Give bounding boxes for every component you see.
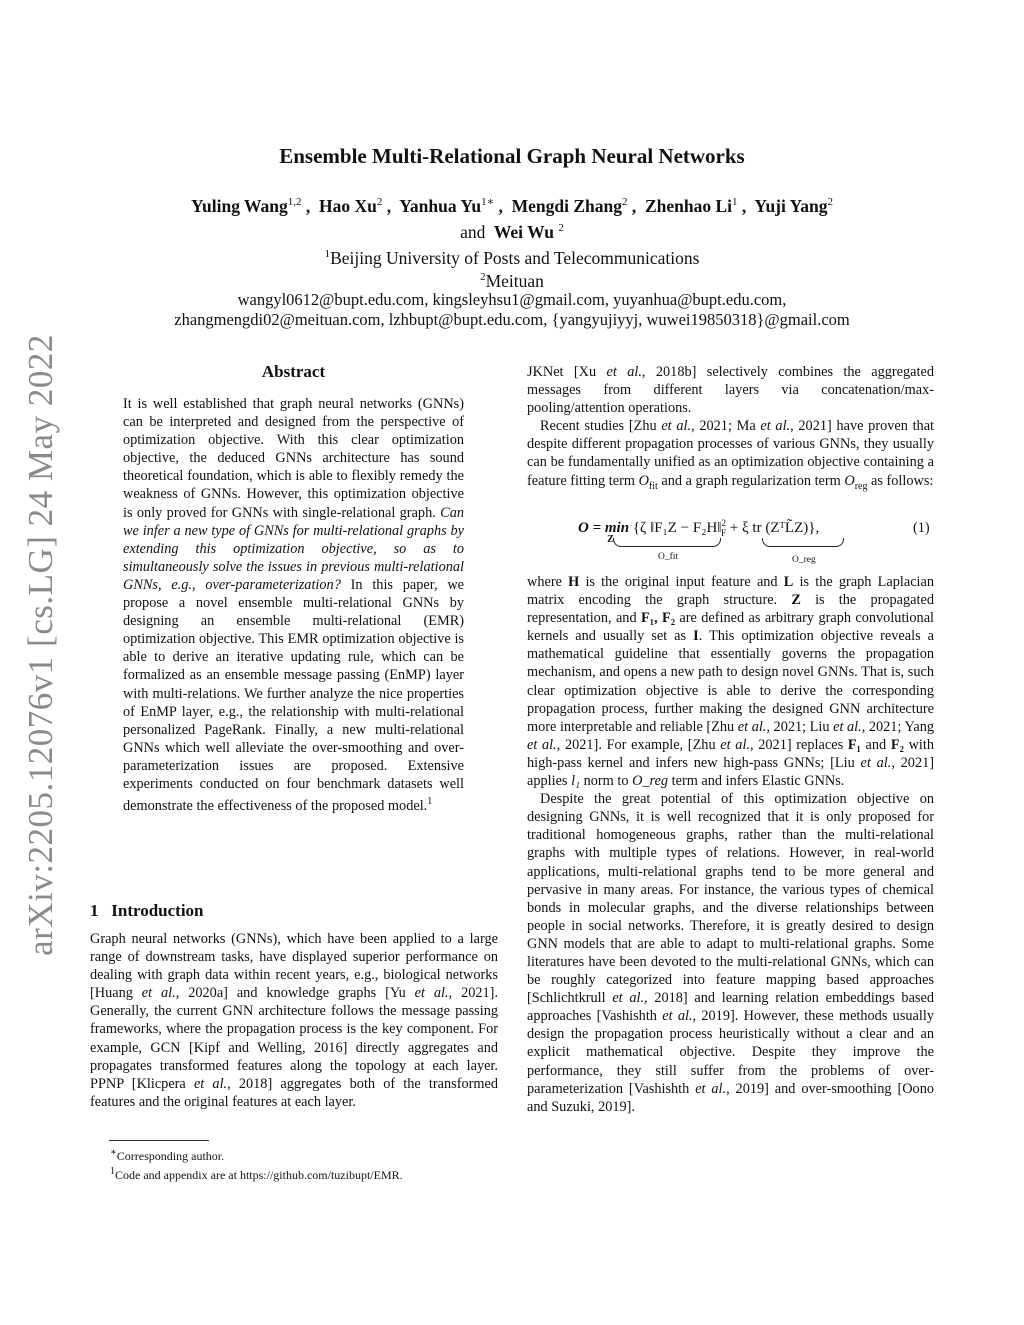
author: Wei Wu $^2$ bbox=[493, 221, 564, 242]
arxiv-watermark bbox=[6, 334, 76, 956]
abstract-body: It is well established that graph neural networks (GNNs) can be interpreted and designed from the perspective of optimization objective. With this clear optimization objective, the deduced GNNs architecture has sound theoretical foundation, which is able to flexibly remedy the weakness of GNNs. However, this optimization objective is only proved for GNNs with single-relational graph. Can we infer a new type of GNNs for multi-relational graphs by extending this optimization objective, so as to simultaneously solve the issues in previous multi-relational GNNs, e.g., over-parameterization? In this paper, we propose a novel ensemble multi-relational GNNs by designing an ensemble multi-relational (EMR) optimization objective. This EMR optimization objective is able to derive an iterative updating rule, which can be formalized as an ensemble message passing (EnMP) layer with multi-relations. We further analyze the nice properties of EnMP layer, e.g., the relationship with multi-relational personalized PageRank. Finally, a new multi-relational GNNs which well alleviate the over-smoothing and over-parameterization issues are proposed. Extensive experiments conducted on four benchmark datasets well demonstrate the effectiveness of the proposed model.$^1$ bbox=[123, 396, 464, 814]
email-line: wangyl0612@bupt.edu.com, kingsleyhsu1@gmail.com, yuyanhua@bupt.edu.com, bbox=[237, 290, 787, 309]
author: Mengdi Zhang$^2$ bbox=[511, 195, 628, 216]
author: Hao Xu$^2$ bbox=[319, 195, 383, 216]
footnote: ∗Corresponding author. bbox=[110, 1147, 225, 1163]
underbrace-reg bbox=[762, 538, 844, 547]
equation-1: O = min Z {ζ ‖F₁Z − F₂H‖$^2_F$ + ξ tr (ZᵀL̃Z)}, bbox=[578, 518, 820, 545]
author-conjunction: and bbox=[460, 221, 486, 242]
intro-paragraph: Graph neural networks (GNNs), which have been applied to a large range of downstream tasks, have displayed superior performance on dealing with graph data within recent years, e.g., biological networks [Huang et al., 2020a] and knowledge graphs [Yu et al., 2021]. Generally, the current GNN architecture follows the message passing frameworks, where the propagation process is the key component. For example, GCN [Kipf and Welling, 2016] directly aggregates and propagates transformed features along the topology at each layer. PPNP [Klicpera et al., 2018] aggregates both of the transformed features and the original features at each layer. bbox=[90, 931, 499, 1110]
paper-title: Ensemble Multi-Relational Graph Neural Networks bbox=[279, 144, 745, 168]
footnotes bbox=[110, 1145, 500, 1183]
section-heading: 1 Introduction bbox=[90, 901, 204, 920]
email-line: zhangmengdi02@meituan.com, lzhbupt@bupt.edu.com, {yangyujiyyj, wuwei19850318}@gmail.com bbox=[174, 310, 850, 329]
underbrace-reg-label: O_reg bbox=[792, 555, 816, 565]
arxiv-watermark-text: arXiv:2205.12076v1 [cs.LG] 24 May 2022 bbox=[21, 334, 60, 956]
underbrace-fit bbox=[613, 538, 721, 547]
right-column-bottom bbox=[527, 573, 934, 1116]
underbrace-fit-label: O_fit bbox=[658, 552, 679, 562]
paragraph: where H is the original input feature and L is the graph Laplacian matrix encoding the graph structure. Z is the propagated representation, and F₁, F₂ are defined as arbitrary graph convolutional kernels and usually set as I. This optimization objective reveals a mathematical guideline that essentially governs the propagation mechanism, and opens a new path to design novel GNNs. That is, such clear optimization objective is able to derive the corresponding propagation process, further making the designed GNN architecture more interpretable and reliable [Zhu et al., 2021; Liu et al., 2021; Yang et al., 2021]. For example, [Zhu et al., 2021] replaces F₁ and F₂ with high-pass kernel and infers new high-pass GNNs; [Liu et al., 2021] applies l₁ norm to O_reg term and infers Elastic GNNs. bbox=[527, 574, 935, 790]
equation-number: (1) bbox=[913, 520, 930, 536]
right-column-top bbox=[527, 363, 934, 496]
author-list: Yuling Wang$^{1,2}$ , Hao Xu$^2$ , Yanhua $Yu^{1∗}$ , Mengdi Zhang$^2$ , Zhenhao Li$^1$ , Yuji Yang$^2$ and Wei Wu $^2$ bbox=[190, 195, 834, 242]
author: Yuling Wang$^{1,2}$ bbox=[190, 195, 302, 216]
footnote: $^1$Code and appendix are at https://github.com/tuzibupt/EMR. bbox=[110, 1166, 403, 1182]
paragraph: Despite the great potential of this optimization objective on designing GNNs, it is well recognized that it is only proposed for traditional homogeneous graphs, rather than the multi-relational graphs with multiple types of relations. However, in real-world applications, multi-relational graphs tend to be more general and pervasive in many areas. For instance, the various types of chemical bonds in molecular graphs, and the diverse relationships between people in social networks. Therefore, it is greatly desired to design GNN models that are able to adapt to multi-relational graphs. Some literatures have been devoted to the multi-relational GNNs, which can be roughly categorized into feature mapping based approaches [Schlichtkrull et al., 2018] and learning relation embeddings based approaches [Vashishth et al., 2019]. However, these methods usually design the propagation process heuristically without a clear and an explicit mathematical objective. Despite they improve the performance, they still suffer from the problems of over-parameterization [Vashishth et al., 2019] and over-smoothing [Oono and Suzuki, 2019]. bbox=[527, 791, 934, 1115]
email-list bbox=[0, 290, 1024, 330]
abstract-heading: Abstract bbox=[261, 362, 326, 381]
footnote-rule bbox=[109, 1140, 209, 1141]
paragraph: Recent studies [Zhu et al., 2021; Ma et al., 2021] have proven that despite different propagation processes of various GNNs, they usually can be fundamentally unified as an optimization objective containing a feature fitting term $O_{fit}$ and a graph regularization term $O_{reg}$ as follows: bbox=[527, 418, 935, 492]
paragraph: JKNet [Xu et al., 2018b] selectively combines the aggregated messages from different layers via concatenation/max-pooling/attention operations. bbox=[527, 364, 934, 417]
author: Zhenhao Li$^1$ bbox=[644, 195, 738, 216]
author: Yanhua $Yu^{1∗}$ bbox=[399, 195, 495, 216]
affiliation: $^2$Meituan bbox=[480, 270, 544, 291]
author: Yuji Yang$^2$ bbox=[754, 195, 834, 216]
affiliation: $^1$Beijing University of Posts and Telecommunications bbox=[324, 247, 700, 268]
